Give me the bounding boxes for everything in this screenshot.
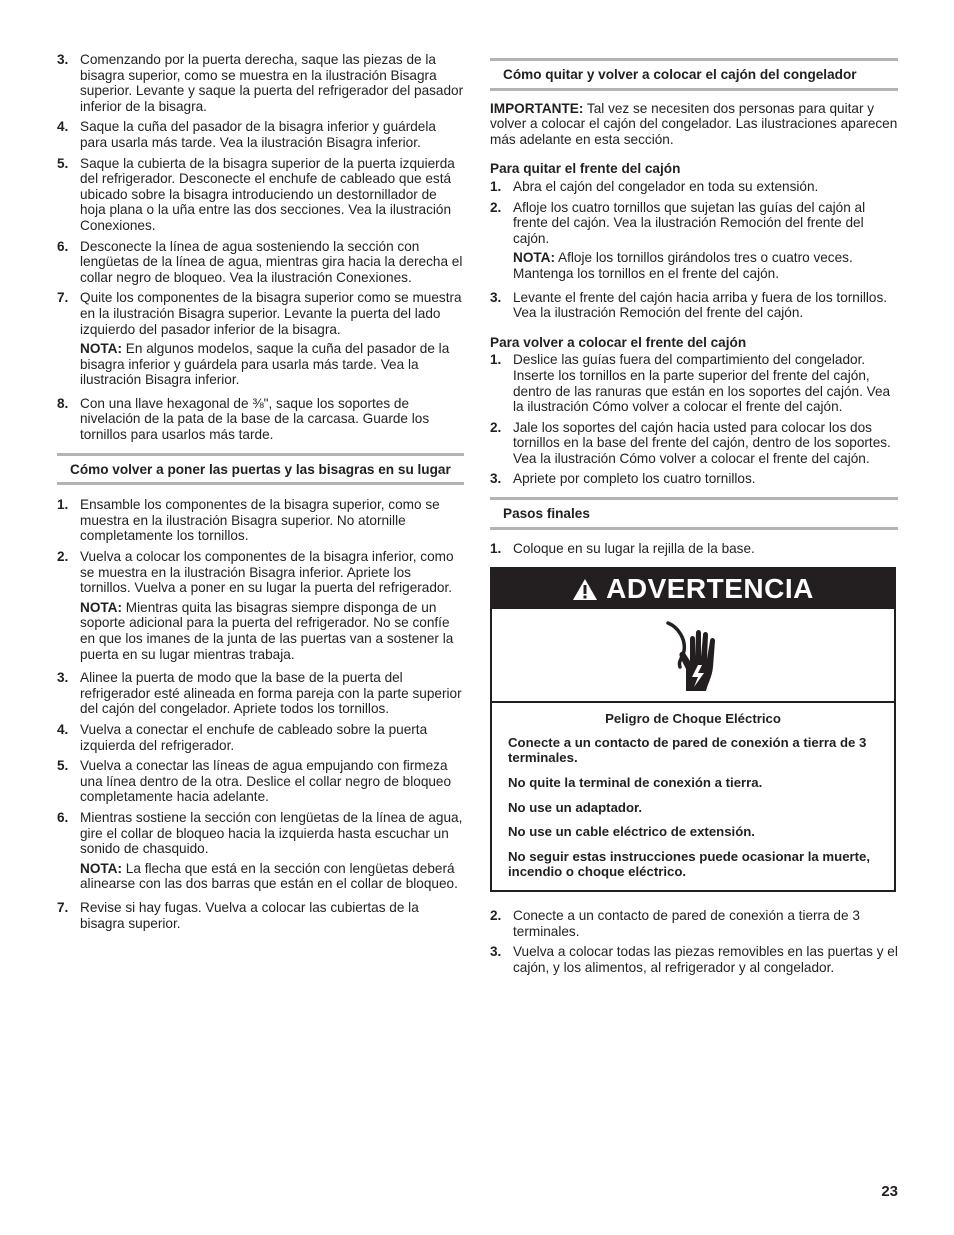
- step-note: [80, 600, 464, 662]
- list-item: [57, 52, 464, 114]
- note-text: La flecha que está en la sección con lengüetas deberá alinearse con las dos barras que están en el collar de bloqueo.: [80, 860, 458, 892]
- list-item: [57, 722, 464, 753]
- left-column: [57, 52, 464, 936]
- note-text: Mientras quita las bisagras siempre disponga de un soporte adicional para la puerta del refrigerador. No se confíe en que los imanes de la junta de las puertas van a sostener la puerta en su lugar mientras trabaja.: [80, 599, 454, 662]
- warning-line: Conecte a un contacto de pared de conexión a tierra de 3 terminales.: [508, 734, 867, 766]
- step-list-reinstall: [57, 497, 464, 931]
- page-number: 23: [881, 1183, 898, 1200]
- step-list-remove-drawer: [490, 179, 898, 321]
- list-item: [490, 471, 898, 487]
- list-item: [57, 497, 464, 544]
- list-item: [490, 420, 898, 467]
- step-text: Vuelva a conectar las líneas de agua empujando con firmeza una línea dentro de la otra. Deslice el collar negro de bloqueo completamente hacia adelante.: [80, 758, 452, 805]
- step-text: Levante el frente del cajón hacia arriba y fuera de los tornillos. Vea la ilustración Remoción del frente del cajón.: [513, 289, 888, 321]
- step-number: 4.: [57, 721, 69, 737]
- warning-box: [490, 567, 896, 892]
- step-number: 3.: [57, 52, 69, 67]
- list-item: [57, 758, 464, 805]
- step-number: 1.: [57, 497, 69, 513]
- step-text: Vuelva a colocar los componentes de la bisagra inferior, como se muestra en la ilustración Bisagra inferior. Apriete los tornillos. Vuelva a poner en su lugar la puerta del refrigerador.: [80, 549, 454, 596]
- shock-icon-area: [492, 609, 894, 703]
- step-number: 2.: [490, 908, 502, 923]
- list-item: [490, 944, 898, 975]
- list-item: [490, 200, 898, 282]
- step-text: Vuelva a colocar todas las piezas removibles en las puertas y el cajón, y los alimentos, al refrigerador y al congelador.: [513, 944, 898, 975]
- hazard-title: Peligro de Choque Eléctrico: [605, 711, 781, 727]
- list-item: [57, 810, 464, 892]
- step-number: 2.: [490, 419, 502, 435]
- step-text: Saque la cuña del pasador de la bisagra inferior y guárdela para usarla más tarde. Vea la ilustración Bisagra inferior.: [80, 119, 436, 150]
- step-list-removal: [57, 52, 464, 443]
- step-text: Conecte a un contacto de pared de conexión a tierra de 3 terminales.: [513, 908, 860, 939]
- note-label: NOTA:: [513, 250, 556, 266]
- step-number: 3.: [490, 944, 502, 960]
- step-number: 5.: [57, 758, 69, 774]
- note-label: NOTA:: [80, 599, 123, 615]
- step-text: Alinee la puerta de modo que la base de la puerta del refrigerador esté alineada en forma pareja con la parte superior del cajón del congelador. Apriete todos los tornillos.: [80, 670, 462, 717]
- right-column: [490, 58, 898, 980]
- list-item: [57, 239, 464, 286]
- step-text: Coloque en su lugar la rejilla de la base.: [513, 540, 755, 556]
- subheading-remove-drawer-front: Para quitar el frente del cajón: [490, 161, 681, 177]
- list-item: [57, 290, 464, 388]
- step-note: [513, 250, 898, 281]
- step-number: 7.: [57, 899, 69, 915]
- section-heading-reinstall-doors: Cómo volver a poner las puertas y las bisagras en su lugar: [57, 453, 464, 486]
- step-text: Quite los componentes de la bisagra superior como se muestra en la ilustración Bisagra superior. Levante la puerta del lado izquierdo del pasador inferior de la bisagra.: [80, 290, 462, 337]
- important-notice: [490, 101, 898, 148]
- warning-line: No use un adaptador.: [508, 799, 643, 815]
- list-item: [490, 179, 898, 195]
- step-number: 1.: [490, 540, 502, 556]
- step-text: Con una llave hexagonal de ⅜", saque los soportes de nivelación de la pata de la base de la carcasa. Guarde los tornillos para usarlos más tarde.: [80, 395, 430, 443]
- list-item: [57, 900, 464, 931]
- step-text: Apriete por completo los cuatro tornillos.: [513, 471, 756, 487]
- step-list-final: [490, 908, 898, 975]
- list-item: [57, 670, 464, 717]
- note-label: NOTA:: [80, 341, 123, 357]
- step-number: 4.: [57, 119, 69, 135]
- step-number: 3.: [490, 289, 502, 305]
- step-text: Revise si hay fugas. Vuelva a colocar las cubiertas de la bisagra superior.: [80, 899, 419, 931]
- step-text: Saque la cubierta de la bisagra superior de la puerta izquierda del refrigerador. Desconecte el enchufe de cableado que está ubicado sobre la bisagra introduciendo un destornillador de hoja plana o la uña entre las dos secciones. Vea la ilustración Conexiones.: [80, 155, 455, 233]
- step-number: 2.: [57, 549, 69, 565]
- step-number: 1.: [490, 178, 502, 194]
- step-text: Deslice las guías fuera del compartimiento del congelador. Inserte los tornillos en la parte superior del frente del cajón, dentro de las ranuras que están en los soportes del cajón. Vea la ilustración Cómo volver a colocar el frente del cajón.: [513, 352, 891, 415]
- step-text: Abra el cajón del congelador en toda su extensión.: [513, 178, 819, 194]
- warning-body: [492, 703, 894, 890]
- step-text: Vuelva a conectar el enchufe de cableado sobre la puerta izquierda del refrigerador.: [80, 721, 428, 753]
- warning-line: No use un cable eléctrico de extensión.: [508, 824, 755, 840]
- step-text: Comenzando por la puerta derecha, saque las piezas de la bisagra superior, como se muestra en la ilustración Bisagra superior. Levante y saque la puerta del refrigerador del pasador inferior de la bisagra.: [80, 52, 464, 114]
- step-number: 3.: [57, 670, 69, 686]
- list-item: [57, 119, 464, 150]
- list-item: [490, 352, 898, 414]
- step-text: Desconecte la línea de agua sosteniendo la sección con lengüetas de la línea de agua, mientras gira hacia la derecha el collar negro de bloqueo. Vea la ilustración Conexiones.: [80, 238, 463, 285]
- step-text: Afloje los cuatro tornillos que sujetan las guías del cajón al frente del cajón. Vea la ilustración Remoción del frente del cajón.: [513, 199, 866, 246]
- important-label: IMPORTANTE:: [490, 100, 584, 116]
- section-heading-freezer-drawer: Cómo quitar y volver a colocar el cajón del congelador: [490, 58, 898, 91]
- warning-triangle-icon: [572, 578, 598, 601]
- electric-shock-hand-icon: [658, 617, 728, 693]
- step-note: [80, 861, 464, 892]
- list-item: [490, 541, 898, 557]
- list-item: [57, 396, 464, 443]
- step-text: Ensamble los componentes de la bisagra superior, como se muestra en la ilustración Bisagra superior. No atornille completamente los tornillos.: [80, 497, 440, 544]
- list-item: [490, 290, 898, 321]
- step-number: 6.: [57, 238, 69, 254]
- note-text: En algunos modelos, saque la cuña del pasador de la bisagra inferior y guárdela para usarla más tarde. Vea la ilustración Bisagra inferior.: [80, 341, 450, 388]
- warning-line: No seguir estas instrucciones puede ocasionar la muerte, incendio o choque eléctrico.: [508, 848, 871, 880]
- step-number: 5.: [57, 155, 69, 171]
- step-list-replace-drawer: [490, 352, 898, 487]
- list-item: [57, 549, 464, 662]
- section-heading-final-steps: Pasos finales: [490, 497, 898, 530]
- warning-title: ADVERTENCIA: [606, 573, 814, 605]
- list-item: [57, 156, 464, 234]
- note-text: Afloje los tornillos girándolos tres o cuatro veces. Mantenga los tornillos en el frente del cajón.: [513, 250, 853, 281]
- step-number: 8.: [57, 395, 69, 411]
- important-text: Tal vez se necesiten dos personas para quitar y volver a colocar el cajón del congelador. Las ilustraciones aparecen más adelante en esta sección.: [490, 100, 898, 147]
- step-text: Mientras sostiene la sección con lengüetas de la línea de agua, gire el collar de bloqueo hacia la izquierda hasta escuchar un sonido de chasquido.: [80, 809, 463, 857]
- step-number: 6.: [57, 809, 69, 825]
- warning-line: No quite la terminal de conexión a tierra.: [508, 775, 763, 791]
- step-number: 1.: [490, 352, 502, 368]
- step-note: [80, 341, 464, 388]
- subheading-replace-drawer-front: Para volver a colocar el frente del cajón: [490, 334, 747, 350]
- step-number: 7.: [57, 290, 69, 306]
- warning-header: [492, 569, 894, 609]
- note-label: NOTA:: [80, 860, 123, 876]
- step-text: Jale los soportes del cajón hacia usted para colocar los dos tornillos en la base del frente del cajón, dentro de los soportes. Vea la ilustración Cómo volver a colocar el frente del cajón.: [513, 419, 891, 466]
- step-number: 3.: [490, 471, 502, 487]
- list-item: [490, 908, 898, 939]
- step-number: 2.: [490, 199, 502, 215]
